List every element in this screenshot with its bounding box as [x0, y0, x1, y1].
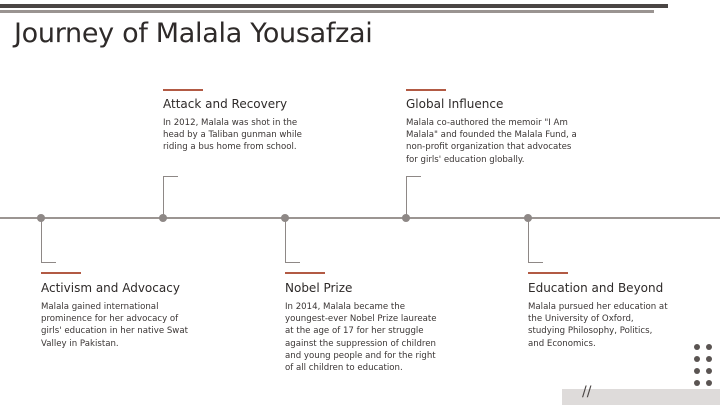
event-description-nobel: In 2014, Malala became the youngest-ever Nobel Prize laureate at the age of 17 for her struggle against the suppression of children and young people and for the right of all children to education. — [285, 302, 437, 374]
event-description-attack: In 2012, Malala was shot in the head by a Taliban gunman while riding a bus home from school. — [163, 118, 302, 153]
event-accent-line-4 — [406, 89, 446, 91]
event-description-global: Malala co-authored the memoir "I Am Malala" and founded the Malala Fund, a non-profit organization that advocates for girls' education globally. — [406, 118, 577, 165]
timeline-axis — [0, 217, 720, 219]
event-heading-nobel: Nobel Prize — [285, 281, 353, 295]
event-accent-line-5 — [528, 272, 568, 274]
event-heading-global: Global Influence — [406, 97, 504, 111]
event-accent-line-2 — [163, 89, 203, 91]
timeline-connector-1 — [41, 218, 42, 263]
timeline-connector-2 — [163, 176, 164, 218]
event-heading-activism: Activism and Advocacy — [41, 281, 180, 295]
slide-title: Journey of Malala Yousafzai — [14, 18, 373, 49]
event-description-activism: Malala gained international prominence for her advocacy of girls' education in her native Swat Valley in Pakistan. — [41, 302, 188, 349]
event-accent-line-3 — [285, 272, 325, 274]
top-decorative-bar-secondary — [0, 10, 654, 13]
timeline-connector-4 — [406, 176, 407, 218]
event-heading-attack: Attack and Recovery — [163, 97, 288, 111]
timeline-connector-3 — [285, 218, 286, 263]
event-description-education: Malala pursued her education at the University of Oxford, studying Philosophy, Politics, and Economics. — [528, 302, 668, 349]
event-accent-line-1 — [41, 272, 81, 274]
top-decorative-bar — [0, 4, 668, 8]
timeline-connector-5 — [528, 218, 529, 263]
decorative-slash-mark: // — [582, 384, 592, 400]
event-heading-education: Education and Beyond — [528, 281, 664, 295]
